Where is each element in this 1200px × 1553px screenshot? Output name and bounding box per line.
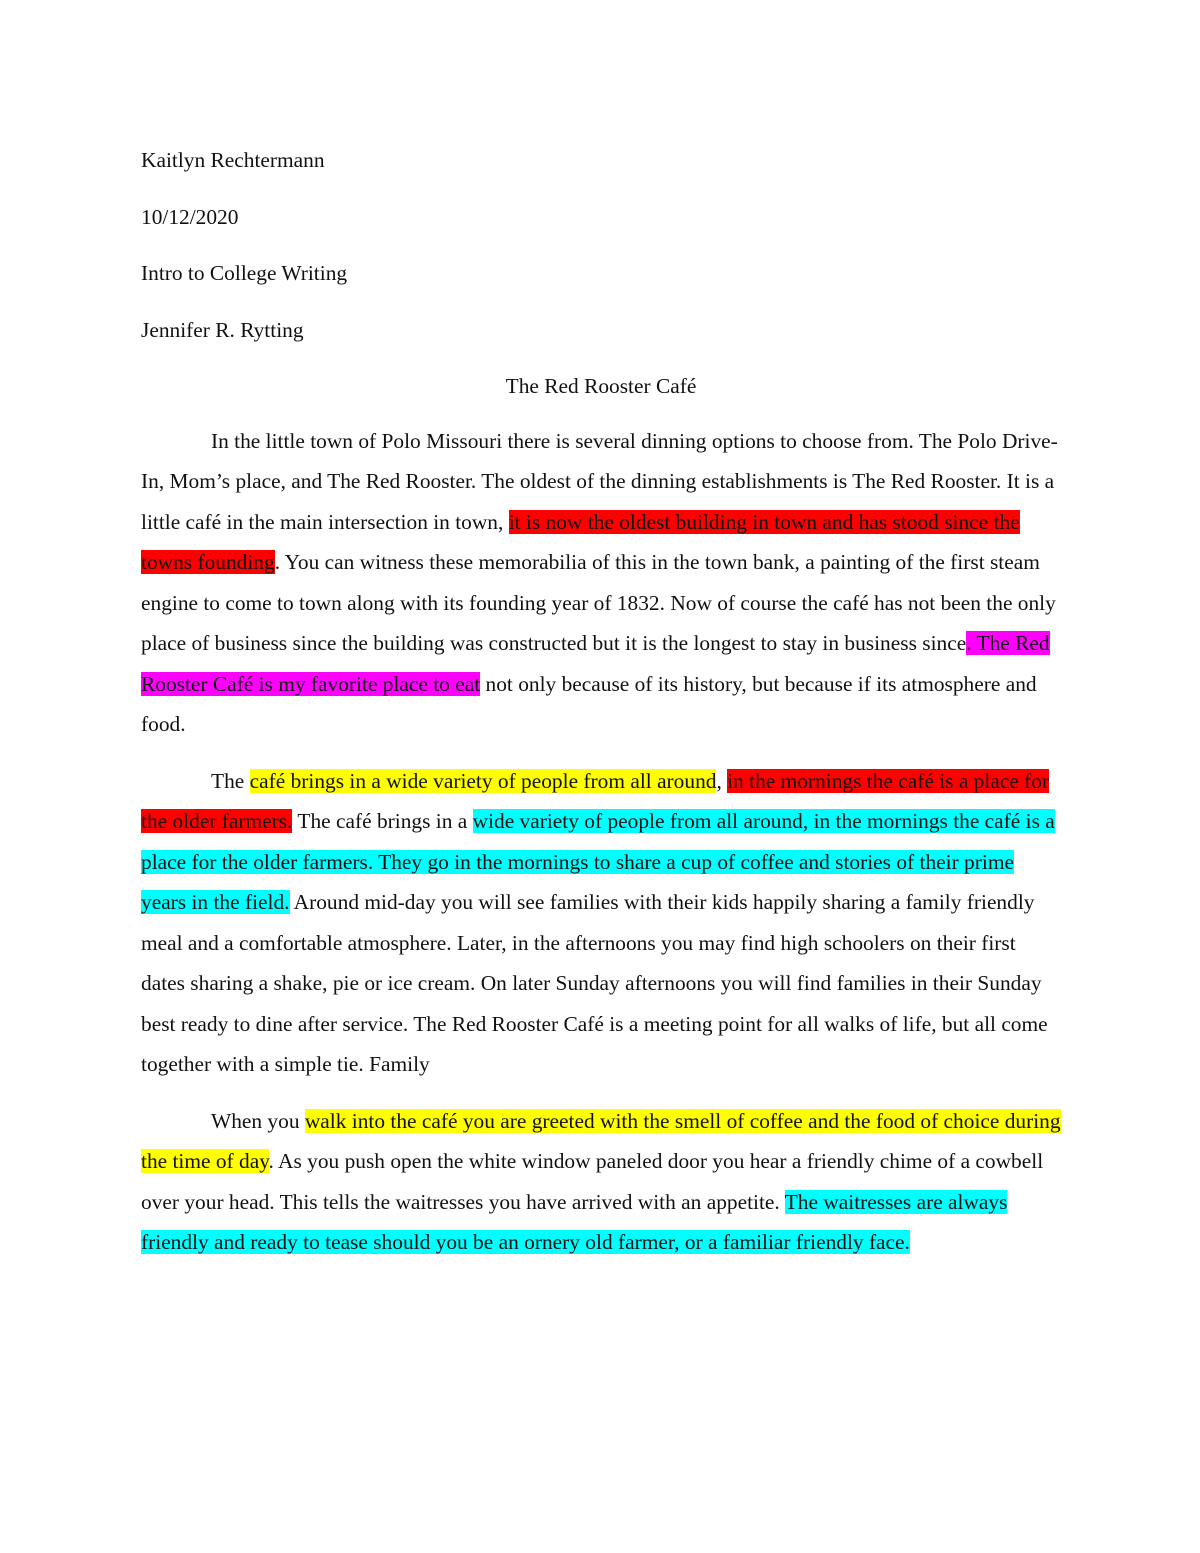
highlight-yellow: walk into the café you are greeted with the smell of coffee and the food of choice during the time of day bbox=[141, 1108, 1061, 1173]
essay-title: The Red Rooster Café bbox=[505, 374, 697, 398]
highlight-red: it is now the oldest building in town and has stood since the towns founding bbox=[141, 509, 1020, 574]
author-name: Kaitlyn Rechtermann bbox=[141, 148, 325, 172]
text-segment: . As you push open the white window paneled door you hear a friendly chime of a cowbell over your head. This tells the waitresses you have arrived with an appetite. bbox=[141, 1149, 1044, 1214]
highlight-yellow: café brings in a wide variety of people from all around bbox=[249, 768, 717, 793]
paragraph-2 bbox=[141, 761, 1061, 1085]
highlight-red: in the mornings the café is a place for the older farmers. bbox=[141, 768, 1050, 833]
text-segment: When you bbox=[211, 1108, 305, 1133]
text-segment: not only because of its history, but because if its atmosphere and food. bbox=[141, 671, 1037, 736]
text-segment: , bbox=[716, 768, 728, 793]
paragraph-3 bbox=[141, 1101, 1061, 1263]
highlight-cyan: The waitresses are always friendly and ready to tease should you be an ornery old farmer, or a familiar friendly face. bbox=[141, 1189, 1008, 1254]
text-segment: . You can witness these memorabilia of this in the town bank, a painting of the first steam engine to come to town along with its founding year of 1832. Now of course the café has not been the only place of business since the building was constructed but it is the longest to stay in business since bbox=[141, 550, 1056, 655]
paragraph-1 bbox=[141, 421, 1061, 745]
essay-date: 10/12/2020 bbox=[141, 204, 239, 229]
course-name: Intro to College Writing bbox=[141, 261, 348, 285]
text-segment: The café brings in a bbox=[292, 809, 473, 833]
document-body bbox=[141, 140, 1061, 1279]
instructor-name: Jennifer R. Rytting bbox=[141, 317, 304, 342]
text-segment: The bbox=[211, 768, 250, 793]
text-segment: Around mid-day you will see families with their kids happily sharing a family friendly meal and a comfortable atmosphere. Later, in the afternoons you may find high schoolers on their first dates sharing a shake, pie or ice cream. On later Sunday afternoons you will find families in their Sunday best ready to dine after service. The Red Rooster Café is a meeting point for all walks of life, but all come together with a simple tie. Family bbox=[141, 890, 1048, 1076]
highlight-magenta: . The Red Rooster Café is my favorite place to eat bbox=[141, 631, 1050, 696]
highlight-cyan: wide variety of people from all around, in the mornings the café is a place for the older farmers. They go in the mornings to share a cup of coffee and stories of their prime years in the field. bbox=[141, 809, 1055, 914]
text-segment: In the little town of Polo Missouri there is several dinning options to choose from. The Polo Drive-In, Mom’s place, and The Red Rooster. The oldest of the dinning establishments is The Red Rooster. It is a little café in the main intersection in town, bbox=[141, 428, 1058, 534]
